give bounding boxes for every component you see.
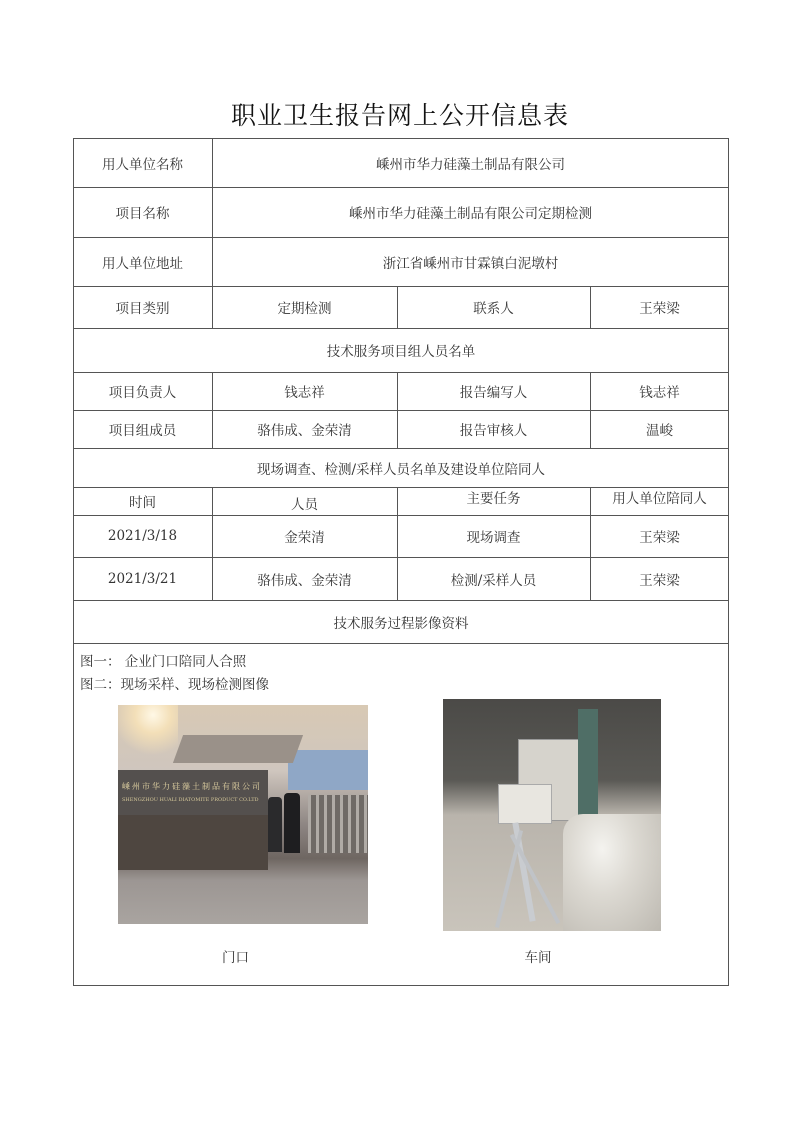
- row1-escort: 王荣梁: [639, 530, 680, 546]
- members-value: 骆伟成、金荣清: [257, 423, 352, 439]
- company-value: 嵊州市华力硅藻土制品有限公司: [376, 156, 565, 173]
- photo-gate-label: 门口: [222, 950, 249, 966]
- photo-workshop-label: 车间: [524, 950, 552, 966]
- column-header-task: 主要任务: [466, 491, 521, 507]
- column-header-time: 时间: [129, 495, 156, 511]
- page-title: 职业卫生报告网上公开信息表: [230, 101, 569, 130]
- writer-label: 报告编写人: [459, 385, 528, 401]
- leader-value: 钱志祥: [284, 385, 325, 401]
- leader-label: 项目负责人: [108, 385, 177, 401]
- team-header: 技术服务项目组人员名单: [326, 344, 476, 360]
- gate-sign: 嵊州市华力硅藻土制品有限公司: [122, 782, 262, 791]
- row1-staff: 金荣清: [284, 530, 325, 546]
- row1-date: 2021/3/18: [107, 528, 178, 544]
- reviewer-label: 报告审核人: [459, 423, 528, 439]
- contact-value: 王荣梁: [639, 301, 680, 317]
- row2-escort: 王荣梁: [639, 572, 680, 589]
- gate-sign-english: SHENGZHOU HUALI DIATOMITE PRODUCT CO.LTD: [122, 797, 259, 803]
- row2-staff: 骆伟成、金荣清: [257, 572, 352, 589]
- row2-date: 2021/3/21: [107, 570, 178, 587]
- photo-gate: [118, 705, 368, 924]
- media-header: 技术服务过程影像资料: [333, 615, 469, 632]
- members-label: 项目组成员: [108, 423, 177, 439]
- column-header-escort: 用人单位陪同人: [612, 491, 707, 507]
- project-label: 项目名称: [115, 206, 170, 222]
- row2-task: 检测/采样人员: [450, 572, 537, 589]
- writer-value: 钱志祥: [639, 385, 680, 401]
- category-label: 项目类别: [115, 301, 170, 317]
- category-value: 定期检测: [277, 301, 332, 317]
- survey-header: 现场调查、检测/采样人员名单及建设单位陪同人: [256, 461, 546, 478]
- column-header-staff: 人员: [291, 497, 318, 513]
- divider: [73, 643, 729, 644]
- reviewer-value: 温峻: [646, 423, 673, 439]
- project-value: 嵊州市华力硅藻土制品有限公司定期检测: [349, 206, 592, 222]
- photo-workshop: [443, 699, 661, 931]
- company-label: 用人单位名称: [102, 156, 183, 173]
- caption-figure-1: 图一： 企业门口陪同人合照: [80, 654, 247, 670]
- contact-label: 联系人: [473, 301, 514, 317]
- address-label: 用人单位地址: [102, 256, 183, 272]
- address-value: 浙江省嵊州市甘霖镇白泥墩村: [382, 256, 559, 272]
- caption-figure-2: 图二：现场采样、现场检测图像: [80, 677, 269, 693]
- row1-task: 现场调查: [466, 530, 521, 546]
